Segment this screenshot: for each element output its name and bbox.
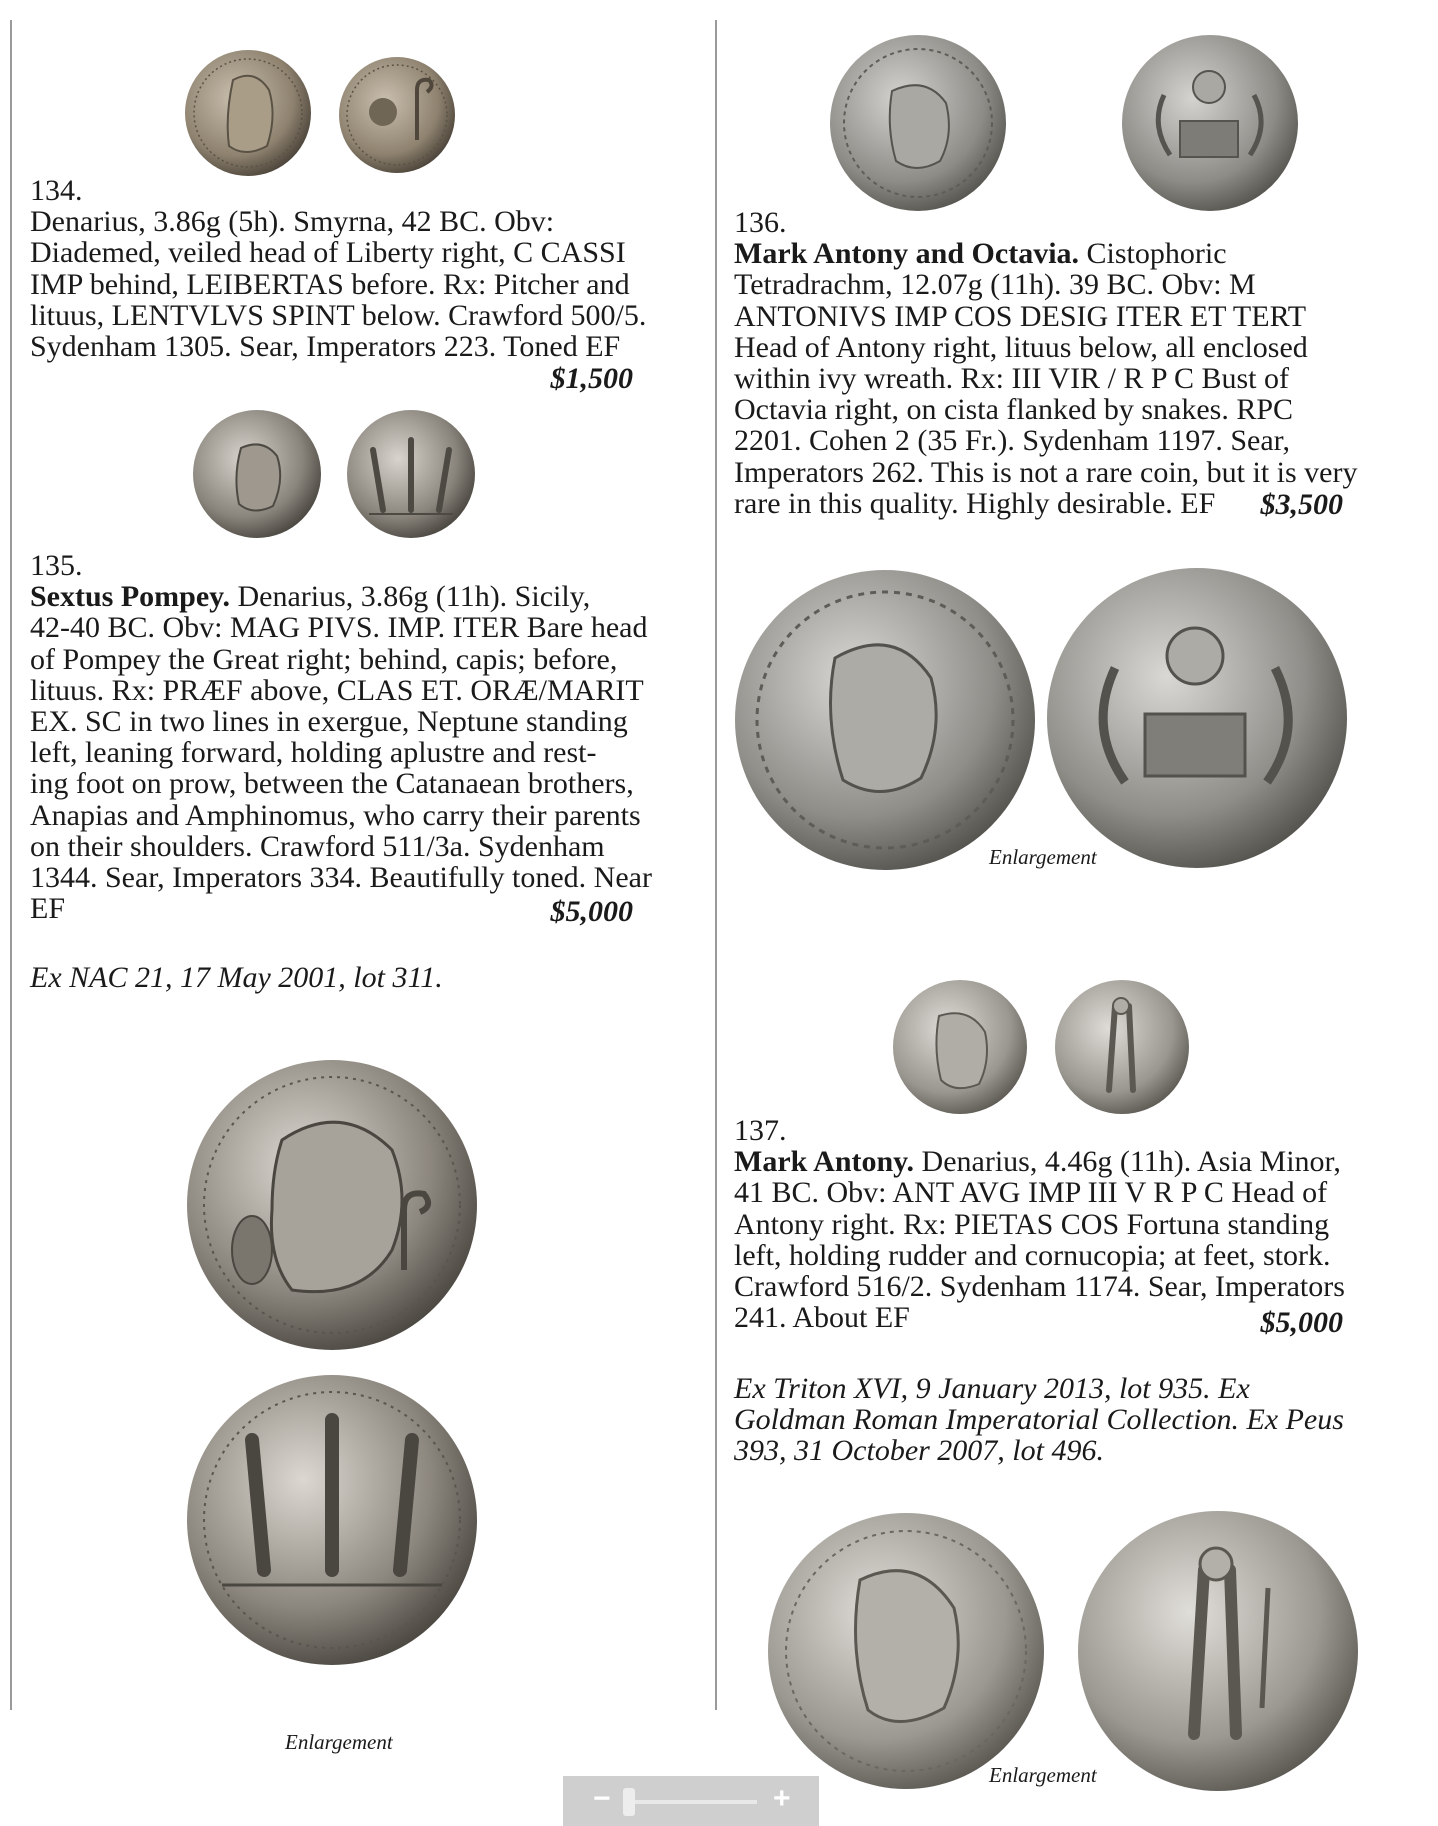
lot-135-number: 135.: [30, 549, 83, 582]
lot-137-line-6: 241. About EF: [734, 1301, 910, 1335]
lot-136-line-3: ANTONIVS IMP COS DESIG ITER ET TERT: [734, 299, 1307, 333]
zoom-in-icon[interactable]: +: [773, 1782, 791, 1815]
lot-137-line-2: 41 BC. Obv: ANT AVG IMP III V R P C Head of: [734, 1176, 1328, 1210]
lot-137-line-5: Crawford 516/2. Sydenham 1174. Sear, Imperators: [734, 1270, 1345, 1304]
lot-135-description: [30, 550, 652, 924]
lot-134-coin-pair: [185, 50, 455, 178]
lot-134-line-4: lituus, LENTVLVS SPINT below. Crawford 500/5.: [30, 298, 647, 332]
lot-135-line-first: [30, 581, 652, 612]
lot-136-line-6: Octavia right, on cista flanked by snakes. RPC: [734, 393, 1294, 427]
lot-136-title: Mark Antony and Octavia.: [734, 237, 1080, 271]
lot-135-line-11: EF: [30, 892, 66, 926]
lot-134-description: [30, 175, 646, 362]
lot-136-reverse: [1122, 35, 1298, 211]
lot-137-line-3: Antony right. Rx: PIETAS COS Fortuna standing: [734, 1207, 1330, 1241]
zoom-control[interactable]: [563, 1776, 819, 1826]
zoom-out-icon[interactable]: −: [593, 1782, 611, 1815]
lot-135-first-rest: Denarius, 3.86g (11h). Sicily,: [230, 580, 591, 614]
lot-134-line-2: Diademed, veiled head of Liberty right, C CASSI: [30, 236, 626, 270]
lot-134-number: 134.: [30, 174, 83, 207]
lot-135-line-9: on their shoulders. Crawford 511/3a. Sydenham: [30, 829, 605, 863]
zoom-slider-handle[interactable]: [623, 1788, 635, 1816]
lot-135-line-5: EX. SC in two lines in exergue, Neptune standing: [30, 705, 628, 739]
lot-136-line-5: within ivy wreath. Rx: III VIR / R P C Bust of: [734, 362, 1289, 396]
zoom-slider-track[interactable]: [627, 1800, 757, 1804]
lot-137-price: $5,000: [1260, 1306, 1343, 1339]
lot-134-reverse: [339, 57, 455, 173]
lot-134-price: $1,500: [550, 362, 633, 395]
lot-135-enlargement-caption: Enlargement: [285, 1730, 393, 1754]
lot-137-obverse: [893, 980, 1027, 1114]
lot-136-enlargement: [735, 568, 1365, 873]
lot-137-coin-pair: [893, 980, 1193, 1114]
lot-134-line-3: IMP behind, LEIBERTAS before. Rx: Pitcher and: [30, 267, 630, 301]
lot-134-obverse: [185, 50, 311, 176]
lot-136-price: $3,500: [1260, 488, 1343, 521]
lot-136-enlargement-caption: Enlargement: [989, 845, 1097, 869]
lot-136-line-2: Tetradrachm, 12.07g (11h). 39 BC. Obv: M: [734, 268, 1256, 302]
lot-136-coin-pair: [830, 35, 1300, 213]
lot-136-line-8: Imperators 262. This is not a rare coin, but it is very: [734, 455, 1358, 489]
lot-136-obverse: [830, 35, 1006, 211]
lot-135-line-4: lituus. Rx: PRÆF above, CLAS ET. ORÆ/MARIT: [30, 673, 644, 707]
lot-137-line-first: [734, 1146, 1345, 1177]
column-divider-rule: [715, 20, 717, 1710]
lot-137-number: 137.: [734, 1114, 787, 1147]
lot-136-description: [734, 207, 1357, 519]
lot-137-line-4: left, holding rudder and cornucopia; at feet, stork.: [734, 1238, 1331, 1272]
lot-136-first-rest: Cistophoric: [1079, 237, 1227, 271]
lot-134-line-1: Denarius, 3.86g (5h). Smyrna, 42 BC. Obv:: [30, 205, 555, 239]
lot-135-reverse-large: [187, 1375, 477, 1665]
lot-135-line-8: Anapias and Amphinomus, who carry their parents: [30, 798, 641, 832]
lot-136-line-first: [734, 238, 1357, 269]
lot-136-number: 136.: [734, 206, 787, 239]
lot-137-description: [734, 1115, 1345, 1333]
lot-136-line-7: 2201. Cohen 2 (35 Fr.). Sydenham 1197. Sear,: [734, 424, 1290, 458]
lot-136-line-9: rare in this quality. Highly desirable. EF: [734, 486, 1216, 520]
lot-135-price: $5,000: [550, 895, 633, 928]
lot-137-provenance: [734, 1373, 1344, 1467]
lot-135-line-3: of Pompey the Great right; behind, capis; before,: [30, 642, 618, 676]
lot-135-obverse-large: [187, 1060, 477, 1350]
lot-137-reverse: [1055, 980, 1189, 1114]
lot-137-provenance-line-1: Ex Triton XVI, 9 January 2013, lot 935. Ex: [734, 1372, 1250, 1405]
lot-136-obverse-large: [735, 570, 1035, 870]
lot-137-enlargement: [768, 1508, 1360, 1794]
lot-135-obverse-small: [193, 410, 321, 538]
lot-137-title: Mark Antony.: [734, 1145, 915, 1179]
lot-135-coin-pair: [193, 410, 478, 538]
lot-137-provenance-line-3: 393, 31 October 2007, lot 496.: [734, 1434, 1104, 1468]
lot-136-line-4: Head of Antony right, lituus below, all enclosed: [734, 330, 1308, 364]
lot-137-enlargement-caption: Enlargement: [989, 1763, 1097, 1787]
lot-137-provenance-line-2: Goldman Roman Imperatorial Collection. Ex Peus: [734, 1403, 1344, 1437]
lot-135-provenance: [30, 962, 443, 993]
lot-135-title: Sextus Pompey.: [30, 580, 231, 614]
lot-137-reverse-large: [1078, 1511, 1358, 1791]
lot-137-obverse-large: [768, 1513, 1044, 1789]
lot-135-line-6: left, leaning forward, holding aplustre and rest-: [30, 736, 597, 770]
lot-134-line-5: Sydenham 1305. Sear, Imperators 223. Toned EF: [30, 330, 621, 364]
lot-136-reverse-large: [1047, 568, 1347, 868]
lot-135-line-2: 42-40 BC. Obv: MAG PIVS. IMP. ITER Bare head: [30, 611, 648, 645]
lot-135-line-7: ing foot on prow, between the Catanaean brothers,: [30, 767, 634, 801]
lot-135-reverse-small: [347, 410, 475, 538]
lot-135-enlargement: [172, 1060, 492, 1670]
lot-137-first-rest: Denarius, 4.46g (11h). Asia Minor,: [914, 1145, 1341, 1179]
left-margin-rule: [10, 20, 12, 1710]
lot-135-line-10: 1344. Sear, Imperators 334. Beautifully toned. Near: [30, 861, 652, 895]
lot-135-provenance-line-1: Ex NAC 21, 17 May 2001, lot 311.: [30, 961, 443, 994]
